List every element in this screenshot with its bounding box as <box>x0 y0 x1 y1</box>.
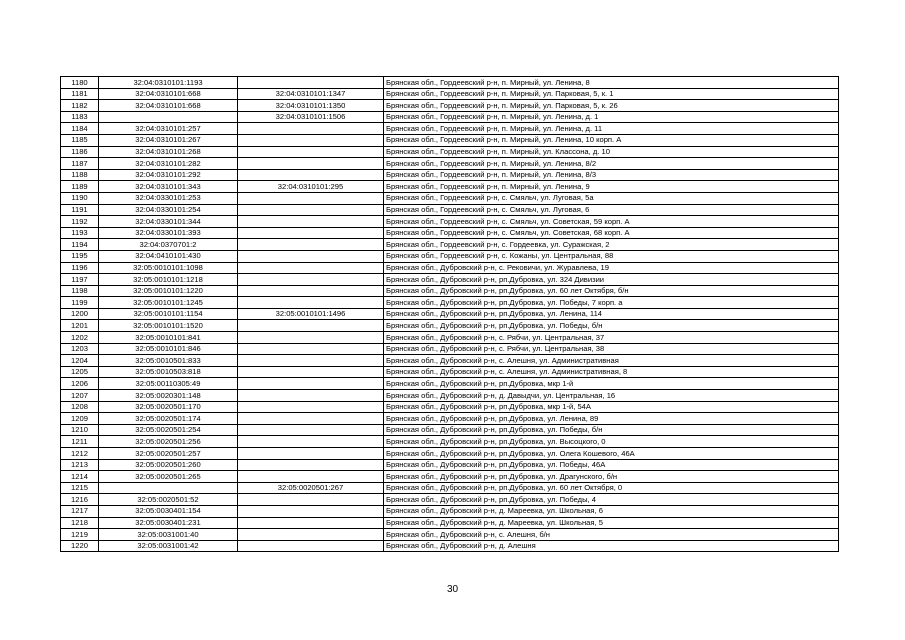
address-cell: Брянская обл., Гордеевский р-н, с. Смяльч, ул. Советская, 68 корп. А <box>384 227 839 239</box>
row-number-cell: 1198 <box>61 285 99 297</box>
table-row <box>61 262 839 274</box>
linked-cadastral-number-cell <box>238 540 384 552</box>
row-number-cell: 1206 <box>61 378 99 390</box>
address-cell: Брянская обл., Дубровский р-н, д. Давыдчи, ул. Центральная, 16 <box>384 390 839 402</box>
row-number-cell: 1193 <box>61 227 99 239</box>
row-number-cell: 1196 <box>61 262 99 274</box>
linked-cadastral-number-cell <box>238 413 384 425</box>
table-row <box>61 424 839 436</box>
table-row <box>61 158 839 170</box>
row-number-cell: 1199 <box>61 297 99 309</box>
address-cell: Брянская обл., Гордеевский р-н, п. Мирный, ул. Ленина, 8 <box>384 77 839 89</box>
address-cell: Брянская обл., Гордеевский р-н, с. Смяльч, ул. Луговая, 6 <box>384 204 839 216</box>
linked-cadastral-number-cell <box>238 77 384 89</box>
table-row <box>61 355 839 367</box>
cadastral-number-cell: 32:04:0370701:2 <box>99 239 238 251</box>
cadastral-number-cell: 32:04:0330101:253 <box>99 192 238 204</box>
table-row <box>61 517 839 529</box>
table-row <box>61 401 839 413</box>
row-number-cell: 1220 <box>61 540 99 552</box>
row-number-cell: 1204 <box>61 355 99 367</box>
cadastral-number-cell: 32:05:0010101:1220 <box>99 285 238 297</box>
linked-cadastral-number-cell <box>238 448 384 460</box>
row-number-cell: 1191 <box>61 204 99 216</box>
cadastral-number-cell: 32:05:0010101:1098 <box>99 262 238 274</box>
address-cell: Брянская обл., Дубровский р-н, с. Алешня, ул. Административная <box>384 355 839 367</box>
table-row <box>61 505 839 517</box>
row-number-cell: 1210 <box>61 424 99 436</box>
linked-cadastral-number-cell <box>238 355 384 367</box>
table-row <box>61 123 839 135</box>
row-number-cell: 1182 <box>61 100 99 112</box>
table-row <box>61 471 839 483</box>
table-row <box>61 285 839 297</box>
address-cell: Брянская обл., Гордеевский р-н, с. Гордеевка, ул. Суражская, 2 <box>384 239 839 251</box>
linked-cadastral-number-cell <box>238 146 384 158</box>
cadastral-number-cell: 32:04:0310101:257 <box>99 123 238 135</box>
cadastral-number-cell: 32:04:0410101:430 <box>99 250 238 262</box>
row-number-cell: 1217 <box>61 505 99 517</box>
table-row <box>61 482 839 494</box>
linked-cadastral-number-cell <box>238 424 384 436</box>
cadastral-number-cell: 32:05:0031001:42 <box>99 540 238 552</box>
cadastral-number-cell: 32:04:0310101:668 <box>99 88 238 100</box>
linked-cadastral-number-cell <box>238 436 384 448</box>
row-number-cell: 1201 <box>61 320 99 332</box>
cadastral-number-cell: 32:04:0310101:267 <box>99 134 238 146</box>
row-number-cell: 1213 <box>61 459 99 471</box>
linked-cadastral-number-cell: 32:04:0310101:1506 <box>238 111 384 123</box>
linked-cadastral-number-cell <box>238 239 384 251</box>
address-cell: Брянская обл., Дубровский р-н, рп.Дубровка, ул. Высоцкого, 0 <box>384 436 839 448</box>
cadastral-number-cell: 32:04:0330101:344 <box>99 216 238 228</box>
address-cell: Брянская обл., Дубровский р-н, с. Рековичи, ул. Журавлева, 19 <box>384 262 839 274</box>
address-cell: Брянская обл., Дубровский р-н, с. Рябчи, ул. Центральная, 38 <box>384 343 839 355</box>
address-cell: Брянская обл., Гордеевский р-н, п. Мирный, ул. Ленина, 8/3 <box>384 169 839 181</box>
linked-cadastral-number-cell <box>238 471 384 483</box>
row-number-cell: 1208 <box>61 401 99 413</box>
row-number-cell: 1211 <box>61 436 99 448</box>
cadastral-number-cell: 32:04:0310101:268 <box>99 146 238 158</box>
table-row <box>61 343 839 355</box>
table-row <box>61 297 839 309</box>
cadastral-number-cell: 32:04:0310101:292 <box>99 169 238 181</box>
address-cell: Брянская обл., Дубровский р-н, рп.Дубровка, ул. Победы, 7 корп. а <box>384 297 839 309</box>
address-cell: Брянская обл., Дубровский р-н, рп.Дубровка, ул. Победы, б/н <box>384 424 839 436</box>
table-row <box>61 308 839 320</box>
address-cell: Брянская обл., Гордеевский р-н, п. Мирный, ул. Ленина, 8/2 <box>384 158 839 170</box>
cadastral-number-cell: 32:04:0330101:393 <box>99 227 238 239</box>
row-number-cell: 1189 <box>61 181 99 193</box>
table-row <box>61 366 839 378</box>
cadastral-number-cell: 32:05:0020501:254 <box>99 424 238 436</box>
linked-cadastral-number-cell <box>238 332 384 344</box>
table-row <box>61 320 839 332</box>
row-number-cell: 1183 <box>61 111 99 123</box>
table-row <box>61 378 839 390</box>
linked-cadastral-number-cell <box>238 216 384 228</box>
table-row <box>61 227 839 239</box>
cadastral-number-cell: 32:05:0010101:1218 <box>99 274 238 286</box>
table-row <box>61 332 839 344</box>
cadastral-number-cell: 32:05:0031001:40 <box>99 529 238 541</box>
address-cell: Брянская обл., Дубровский р-н, рп.Дубровка, ул. Ленина, 89 <box>384 413 839 425</box>
row-number-cell: 1218 <box>61 517 99 529</box>
row-number-cell: 1203 <box>61 343 99 355</box>
row-number-cell: 1186 <box>61 146 99 158</box>
row-number-cell: 1190 <box>61 192 99 204</box>
address-cell: Брянская обл., Гордеевский р-н, п. Мирный, ул. Ленина, д. 11 <box>384 123 839 135</box>
address-cell: Брянская обл., Гордеевский р-н, с. Смяльч, ул. Советская, 59 корп. А <box>384 216 839 228</box>
row-number-cell: 1184 <box>61 123 99 135</box>
linked-cadastral-number-cell: 32:04:0310101:295 <box>238 181 384 193</box>
table-row <box>61 204 839 216</box>
address-cell: Брянская обл., Дубровский р-н, с. Рябчи, ул. Центральная, 37 <box>384 332 839 344</box>
table-row <box>61 540 839 552</box>
row-number-cell: 1187 <box>61 158 99 170</box>
table-row <box>61 216 839 228</box>
table-row <box>61 459 839 471</box>
address-cell: Брянская обл., Гордеевский р-н, п. Мирный, ул. Классона, д. 10 <box>384 146 839 158</box>
address-cell: Брянская обл., Дубровский р-н, рп.Дубровка, ул. Олега Кошевого, 46А <box>384 448 839 460</box>
row-number-cell: 1219 <box>61 529 99 541</box>
cadastral-number-cell: 32:05:0010101:1154 <box>99 308 238 320</box>
table-row <box>61 100 839 112</box>
table-row <box>61 146 839 158</box>
table-row <box>61 181 839 193</box>
table-row <box>61 111 839 123</box>
cadastral-number-cell: 32:05:0020501:170 <box>99 401 238 413</box>
cadastral-number-cell: 32:05:0010101:841 <box>99 332 238 344</box>
address-cell: Брянская обл., Дубровский р-н, рп.Дубровка, мкр 1-й, 54А <box>384 401 839 413</box>
linked-cadastral-number-cell <box>238 169 384 181</box>
address-cell: Брянская обл., Дубровский р-н, рп.Дубровка, ул. 60 лет Октября, 0 <box>384 482 839 494</box>
address-cell: Брянская обл., Дубровский р-н, рп.Дубровка, ул. Ленина, 114 <box>384 308 839 320</box>
address-cell: Брянская обл., Дубровский р-н, рп.Дубровка, ул. 324 Дивизии <box>384 274 839 286</box>
row-number-cell: 1202 <box>61 332 99 344</box>
cadastral-number-cell: 32:05:0030401:154 <box>99 505 238 517</box>
linked-cadastral-number-cell <box>238 274 384 286</box>
table-row <box>61 390 839 402</box>
cadastral-number-cell: 32:04:0310101:1193 <box>99 77 238 89</box>
linked-cadastral-number-cell <box>238 192 384 204</box>
cadastral-number-cell: 32:05:0020301:148 <box>99 390 238 402</box>
linked-cadastral-number-cell <box>238 250 384 262</box>
table-row <box>61 494 839 506</box>
table-row <box>61 529 839 541</box>
row-number-cell: 1197 <box>61 274 99 286</box>
address-cell: Брянская обл., Гордеевский р-н, с. Кожаны, ул. Центральная, 88 <box>384 250 839 262</box>
linked-cadastral-number-cell <box>238 297 384 309</box>
linked-cadastral-number-cell <box>238 366 384 378</box>
cadastral-number-cell: 32:05:0020501:256 <box>99 436 238 448</box>
cadastral-number-cell: 32:05:0010101:1245 <box>99 297 238 309</box>
linked-cadastral-number-cell <box>238 158 384 170</box>
linked-cadastral-number-cell <box>238 134 384 146</box>
table-row <box>61 274 839 286</box>
row-number-cell: 1188 <box>61 169 99 181</box>
linked-cadastral-number-cell <box>238 505 384 517</box>
address-cell: Брянская обл., Дубровский р-н, с. Алешня, б/н <box>384 529 839 541</box>
address-cell: Брянская обл., Гордеевский р-н, с. Смяльч, ул. Луговая, 5а <box>384 192 839 204</box>
table-row <box>61 134 839 146</box>
linked-cadastral-number-cell <box>238 517 384 529</box>
address-cell: Брянская обл., Дубровский р-н, рп.Дубровка, ул. Победы, 46А <box>384 459 839 471</box>
linked-cadastral-number-cell <box>238 494 384 506</box>
cadastral-number-cell: 32:05:0030401:231 <box>99 517 238 529</box>
address-cell: Брянская обл., Гордеевский р-н, п. Мирный, ул. Ленина, д. 1 <box>384 111 839 123</box>
linked-cadastral-number-cell <box>238 262 384 274</box>
cadastral-number-cell: 32:05:0020501:52 <box>99 494 238 506</box>
table-row <box>61 436 839 448</box>
cadastral-number-cell: 32:05:0020501:265 <box>99 471 238 483</box>
linked-cadastral-number-cell <box>238 343 384 355</box>
cadastral-number-cell: 32:05:0020501:257 <box>99 448 238 460</box>
address-cell: Брянская обл., Дубровский р-н, рп.Дубровка, ул. 60 лет Октября, б/н <box>384 285 839 297</box>
table-row <box>61 448 839 460</box>
row-number-cell: 1185 <box>61 134 99 146</box>
linked-cadastral-number-cell <box>238 401 384 413</box>
row-number-cell: 1195 <box>61 250 99 262</box>
row-number-cell: 1207 <box>61 390 99 402</box>
row-number-cell: 1205 <box>61 366 99 378</box>
address-cell: Брянская обл., Гордеевский р-н, п. Мирный, ул. Ленина, 10 корп. А <box>384 134 839 146</box>
cadastral-number-cell <box>99 111 238 123</box>
linked-cadastral-number-cell: 32:04:0310101:1347 <box>238 88 384 100</box>
address-cell: Брянская обл., Гордеевский р-н, п. Мирный, ул. Ленина, 9 <box>384 181 839 193</box>
address-cell: Брянская обл., Гордеевский р-н, п. Мирный, ул. Парковая, 5, к. 26 <box>384 100 839 112</box>
address-cell: Брянская обл., Дубровский р-н, рп.Дубровка, ул. Победы, 4 <box>384 494 839 506</box>
row-number-cell: 1181 <box>61 88 99 100</box>
linked-cadastral-number-cell: 32:05:0020501:267 <box>238 482 384 494</box>
table-row <box>61 77 839 89</box>
linked-cadastral-number-cell <box>238 378 384 390</box>
row-number-cell: 1212 <box>61 448 99 460</box>
linked-cadastral-number-cell: 32:05:0010101:1496 <box>238 308 384 320</box>
cadastral-number-cell: 32:05:0010503:818 <box>99 366 238 378</box>
table-row <box>61 413 839 425</box>
linked-cadastral-number-cell <box>238 390 384 402</box>
table-row <box>61 88 839 100</box>
linked-cadastral-number-cell <box>238 320 384 332</box>
linked-cadastral-number-cell <box>238 204 384 216</box>
address-cell: Брянская обл., Дубровский р-н, рп.Дубровка, ул. Драгунского, б/н <box>384 471 839 483</box>
cadastral-number-cell: 32:05:0010101:846 <box>99 343 238 355</box>
page-number: 30 <box>446 584 459 595</box>
cadastral-number-cell: 32:04:0310101:343 <box>99 181 238 193</box>
cadastral-number-cell <box>99 482 238 494</box>
row-number-cell: 1215 <box>61 482 99 494</box>
cadastral-number-cell: 32:04:0310101:282 <box>99 158 238 170</box>
table-row <box>61 239 839 251</box>
cadastral-number-cell: 32:05:0020501:260 <box>99 459 238 471</box>
address-cell: Брянская обл., Дубровский р-н, д. Алешня <box>384 540 839 552</box>
row-number-cell: 1200 <box>61 308 99 320</box>
address-cell: Брянская обл., Гордеевский р-н, п. Мирный, ул. Парковая, 5, к. 1 <box>384 88 839 100</box>
row-number-cell: 1180 <box>61 77 99 89</box>
linked-cadastral-number-cell <box>238 227 384 239</box>
cadastral-number-cell: 32:05:0020501:174 <box>99 413 238 425</box>
linked-cadastral-number-cell <box>238 285 384 297</box>
table-row <box>61 192 839 204</box>
cadastral-number-cell: 32:05:0010501:833 <box>99 355 238 367</box>
address-cell: Брянская обл., Дубровский р-н, с. Алешня, ул. Административная, 8 <box>384 366 839 378</box>
row-number-cell: 1192 <box>61 216 99 228</box>
linked-cadastral-number-cell <box>238 529 384 541</box>
table-body <box>61 77 839 552</box>
cadastral-number-cell: 32:04:0330101:254 <box>99 204 238 216</box>
cadastral-number-cell: 32:05:0010101:1520 <box>99 320 238 332</box>
address-cell: Брянская обл., Дубровский р-н, д. Мареевка, ул. Школьная, 5 <box>384 517 839 529</box>
linked-cadastral-number-cell: 32:04:0310101:1350 <box>238 100 384 112</box>
table-row <box>61 169 839 181</box>
row-number-cell: 1209 <box>61 413 99 425</box>
cadastral-number-cell: 32:05:00110305:49 <box>99 378 238 390</box>
table-row <box>61 250 839 262</box>
registry-table <box>60 76 839 552</box>
address-cell: Брянская обл., Дубровский р-н, рп.Дубровка, ул. Победы, б/н <box>384 320 839 332</box>
linked-cadastral-number-cell <box>238 459 384 471</box>
linked-cadastral-number-cell <box>238 123 384 135</box>
row-number-cell: 1194 <box>61 239 99 251</box>
row-number-cell: 1214 <box>61 471 99 483</box>
row-number-cell: 1216 <box>61 494 99 506</box>
cadastral-number-cell: 32:04:0310101:668 <box>99 100 238 112</box>
address-cell: Брянская обл., Дубровский р-н, рп.Дубровка, мкр 1-й <box>384 378 839 390</box>
address-cell: Брянская обл., Дубровский р-н, д. Мареевка, ул. Школьная, 6 <box>384 505 839 517</box>
